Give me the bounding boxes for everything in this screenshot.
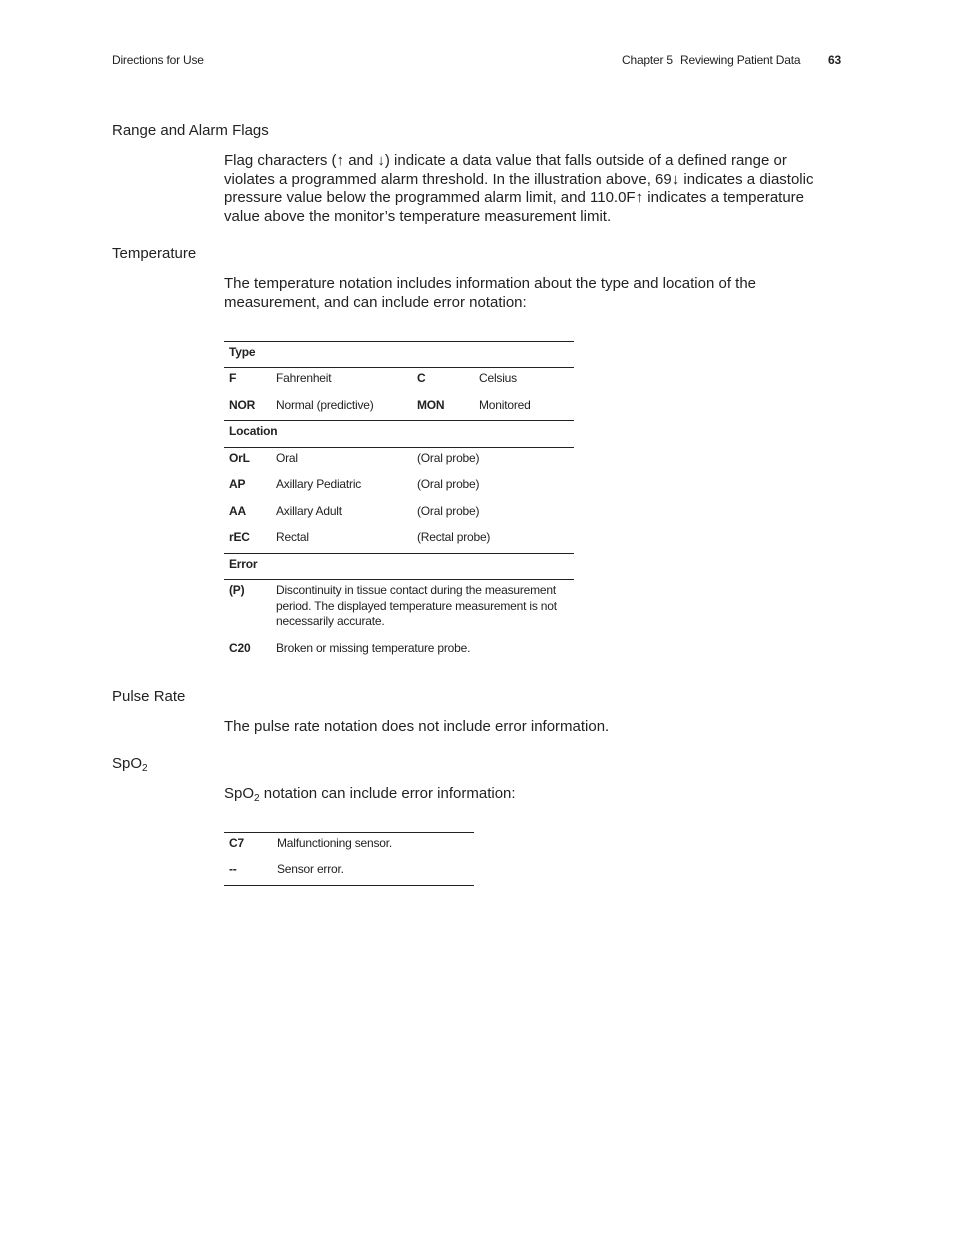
temperature-paragraph: [224, 275, 756, 312]
table-rule: [224, 579, 574, 580]
range-flags-paragraph: [224, 152, 813, 226]
table-rule: [224, 420, 574, 421]
spo2-heading-subscript: 2: [142, 763, 148, 774]
location-section-header: Location: [229, 424, 278, 438]
spo2-text-subscript: 2: [254, 793, 260, 804]
paragraph-line: value above the monitor’s temperature measurement limit.: [224, 207, 612, 225]
location-probe: (Oral probe): [417, 504, 480, 518]
location-desc: Axillary Adult: [276, 504, 342, 518]
running-header-left: Directions for Use: [112, 53, 204, 67]
type-code: F: [229, 371, 237, 385]
chapter-title: Reviewing Patient Data: [680, 53, 801, 67]
location-code: OrL: [229, 451, 250, 465]
location-code: rEC: [229, 530, 250, 544]
type-desc: Normal (predictive): [276, 398, 374, 412]
type-section-header: Type: [229, 345, 256, 359]
spo2-text-main: SpO: [224, 785, 255, 802]
location-desc: Oral: [276, 451, 298, 465]
error-desc-line: period. The displayed temperature measurement is not: [276, 598, 557, 613]
error-code: (P): [229, 583, 245, 597]
spo2-heading-main: SpO: [112, 755, 143, 772]
type-desc: Monitored: [479, 398, 531, 412]
chapter-label: Chapter 5: [622, 53, 673, 67]
type-desc: Celsius: [479, 371, 517, 385]
location-probe: (Oral probe): [417, 477, 480, 491]
spo2-error-code: C7: [229, 836, 244, 850]
spo2-error-desc: Malfunctioning sensor.: [277, 836, 393, 850]
spo2-heading: [112, 755, 148, 772]
table-rule: [224, 367, 574, 368]
location-code: AP: [229, 477, 246, 491]
paragraph-line: measurement, and can include error notation:: [224, 293, 527, 311]
table-rule: [224, 553, 574, 554]
table-rule: [224, 447, 574, 448]
paragraph-line: The temperature notation includes information about the type and location of the: [224, 275, 757, 292]
location-desc: Axillary Pediatric: [276, 477, 362, 491]
error-desc-line: necessarily accurate.: [276, 614, 385, 628]
type-code: MON: [417, 398, 445, 412]
page-number: 63: [828, 53, 841, 67]
type-code: C: [417, 371, 426, 385]
table-rule: [224, 885, 474, 886]
error-code: C20: [229, 641, 251, 655]
pulse-rate-heading: Pulse Rate: [112, 688, 186, 705]
temperature-heading: Temperature: [112, 245, 197, 262]
paragraph-line: violates a programmed alarm threshold. In the illustration above, 69↓ indicates a diastolic: [224, 170, 814, 188]
spo2-text-rest: notation can include error information:: [259, 785, 516, 802]
type-code: NOR: [229, 398, 256, 412]
spo2-paragraph: [224, 785, 516, 804]
spo2-error-code: --: [229, 862, 237, 876]
error-section-header: Error: [229, 557, 258, 571]
type-desc: Fahrenheit: [276, 371, 332, 385]
location-code: AA: [229, 504, 246, 518]
error-desc: [276, 583, 557, 630]
paragraph-line: pressure value below the programmed alarm limit, and 110.0F↑ indicates a temperature: [224, 189, 805, 207]
spo2-error-desc: Sensor error.: [277, 862, 344, 876]
location-desc: Rectal: [276, 530, 309, 544]
range-flags-heading: Range and Alarm Flags: [112, 122, 269, 139]
pulse-rate-paragraph: The pulse rate notation does not include error information.: [224, 718, 610, 735]
error-desc-line: Discontinuity in tissue contact during the measurement: [276, 583, 557, 597]
location-probe: (Rectal probe): [417, 530, 491, 544]
paragraph-line: Flag characters (↑ and ↓) indicate a data value that falls outside of a defined range or: [224, 152, 787, 169]
table-rule: [224, 832, 474, 833]
table-rule: [224, 341, 574, 342]
error-desc: Broken or missing temperature probe.: [276, 641, 471, 655]
location-probe: (Oral probe): [417, 451, 480, 465]
